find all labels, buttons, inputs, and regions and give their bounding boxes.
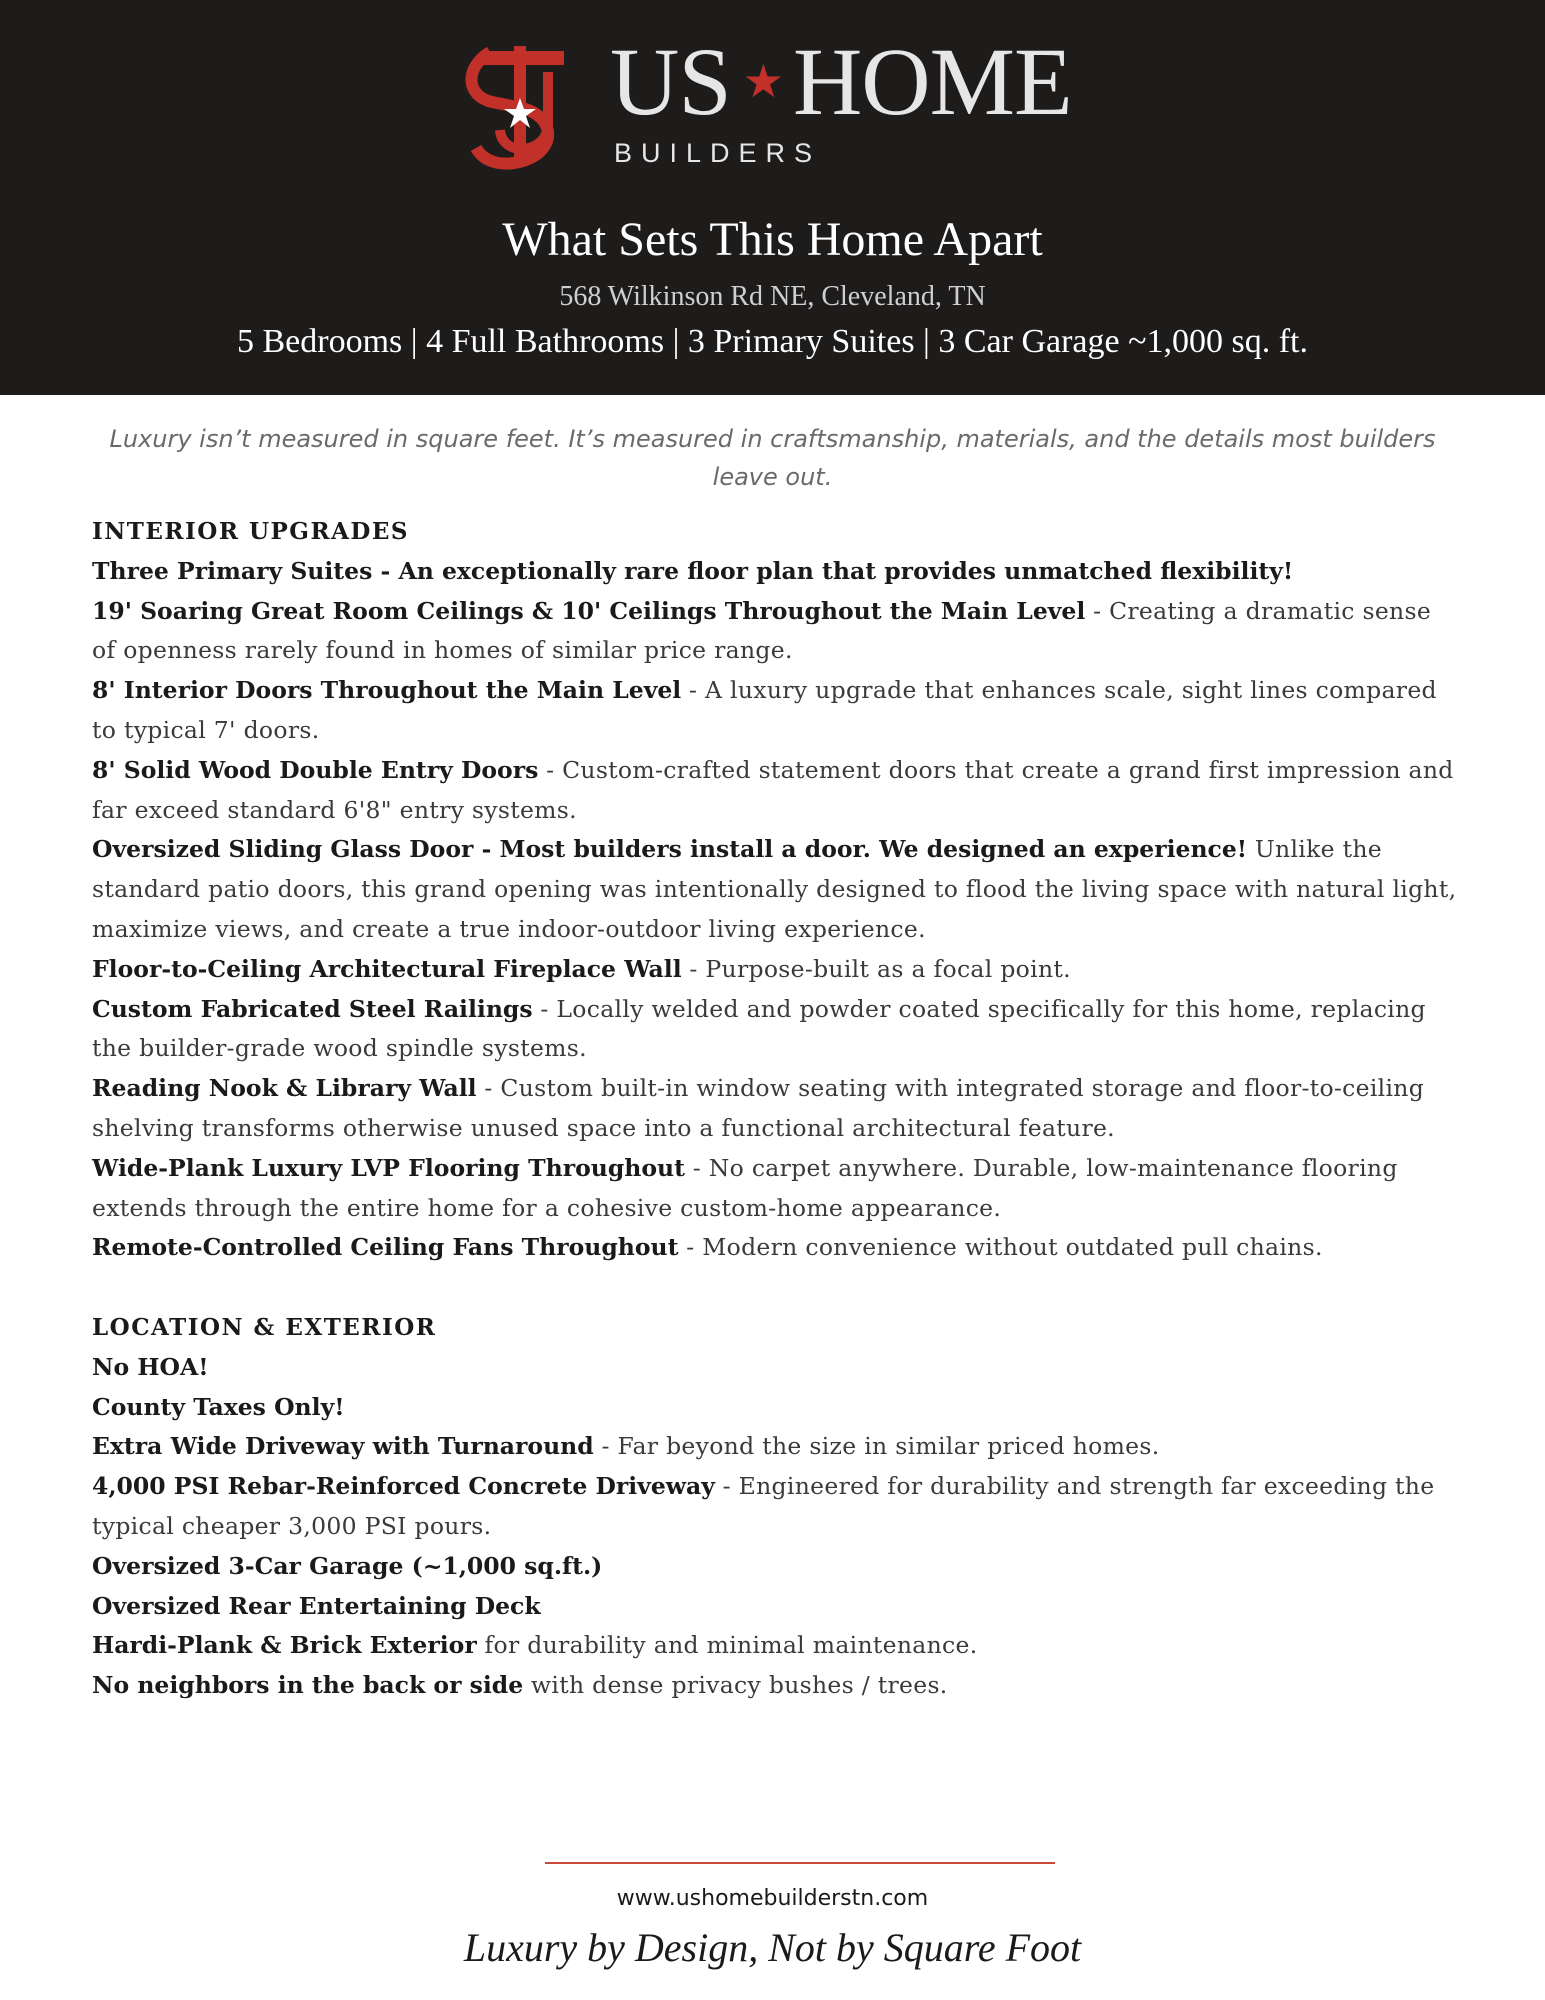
list-item xyxy=(92,990,1462,1070)
property-address: 568 Wilkinson Rd NE, Cleveland, TN xyxy=(559,281,986,312)
section-spacer xyxy=(92,1268,1462,1308)
list-item xyxy=(92,1228,1462,1268)
item-lead: Custom Fabricated Steel Railings xyxy=(92,994,533,1023)
item-lead: 8' Interior Doors Throughout the Main Level xyxy=(92,676,682,705)
list-item xyxy=(92,1587,1462,1627)
list-item xyxy=(92,1666,1462,1706)
item-desc: - A luxury upgrade that enhances scale, sight lines compared to typical 7' doors. xyxy=(92,676,1437,744)
item-lead: 19' Soaring Great Room Ceilings & 10' Ceilings Throughout the Main Level xyxy=(92,596,1086,625)
tagline: Luxury isn’t measured in square feet. It’s measured in craftsmanship, materials, and the details most builders leave out. xyxy=(109,425,1436,491)
section-location-exterior xyxy=(92,1308,1462,1706)
section-interior xyxy=(92,512,1462,1268)
list-item xyxy=(92,1626,1462,1666)
item-lead: Three Primary Suites - An exceptionally rare floor plan that provides unmatched flexibility! xyxy=(92,556,1294,585)
item-desc: - Creating a dramatic sense of openness rarely found in homes of similar price range. xyxy=(92,596,1432,665)
section-heading: LOCATION & EXTERIOR xyxy=(92,1313,437,1341)
logo-wordmark xyxy=(610,28,1072,135)
footer-divider xyxy=(545,1862,1055,1864)
list-item xyxy=(92,751,1462,831)
star-icon: ★ xyxy=(742,56,783,107)
logo-builders-text: BUILDERS xyxy=(614,138,822,168)
item-lead: 4,000 PSI Rebar-Reinforced Concrete Driveway xyxy=(92,1472,715,1501)
section-heading: INTERIOR UPGRADES xyxy=(92,518,409,545)
page-title: What Sets This Home Apart xyxy=(502,213,1043,266)
list-item xyxy=(92,671,1462,751)
item-desc: for durability and minimal maintenance. xyxy=(476,1631,978,1660)
item-desc: - No carpet anywhere. Durable, low-maintenance flooring extends through the entire home for a cohesive custom-home appearance. xyxy=(92,1153,1398,1222)
feature-list xyxy=(92,512,1462,1706)
item-lead: Reading Nook & Library Wall xyxy=(92,1074,477,1103)
item-desc: - Locally welded and powder coated specifically for this home, replacing the builder-grade wood spindle systems. xyxy=(92,994,1426,1063)
item-lead: Hardi-Plank & Brick Exterior xyxy=(92,1631,477,1660)
item-lead: No HOA! xyxy=(92,1352,209,1381)
item-lead: Extra Wide Driveway with Turnaround xyxy=(92,1432,594,1461)
us-home-builders-monogram-icon xyxy=(462,38,582,178)
list-item xyxy=(92,1427,1462,1467)
footer-slogan: Luxury by Design, Not by Square Foot xyxy=(463,1925,1082,1970)
item-desc: - Modern convenience without outdated pull chains. xyxy=(678,1233,1323,1262)
list-item xyxy=(92,1388,1462,1428)
item-lead: Floor-to-Ceiling Architectural Fireplace Wall xyxy=(92,954,682,983)
item-lead: Oversized 3-Car Garage (~1,000 sq.ft.) xyxy=(92,1551,603,1580)
list-item xyxy=(92,1547,1462,1587)
item-desc: Unlike the standard patio doors, this grand opening was intentionally designed to flood the living space with natural light, maximize views, and create a true indoor-outdoor living experience. xyxy=(92,835,1457,943)
item-desc: - Custom-crafted statement doors that create a grand first impression and far exceed standard 6'8" entry systems. xyxy=(92,755,1454,824)
item-desc: - Custom built-in window seating with integrated storage and floor-to-ceiling shelving transforms otherwise unused space into a functional architectural feature. xyxy=(92,1074,1425,1142)
logo-us-text: US xyxy=(610,28,731,135)
item-desc: - Engineered for durability and strength far exceeding the typical cheaper 3,000 PSI pours. xyxy=(92,1472,1435,1540)
item-lead: No neighbors in the back or side xyxy=(92,1671,524,1700)
list-item xyxy=(92,552,1462,592)
logo-home-text: HOME xyxy=(792,28,1072,135)
list-item xyxy=(92,1467,1462,1547)
item-desc: - Purpose-built as a focal point. xyxy=(681,954,1071,983)
property-specs: 5 Bedrooms | 4 Full Bathrooms | 3 Primary Suites | 3 Car Garage ~1,000 sq. ft. xyxy=(237,323,1308,360)
list-item xyxy=(92,1149,1462,1229)
item-lead: County Taxes Only! xyxy=(92,1392,345,1421)
list-item xyxy=(92,1069,1462,1149)
item-lead: Oversized Sliding Glass Door - Most builders install a door. We designed an experience! xyxy=(92,835,1248,864)
item-lead: Wide-Plank Luxury LVP Flooring Throughout xyxy=(92,1153,685,1182)
item-lead: 8' Solid Wood Double Entry Doors xyxy=(92,755,539,784)
item-desc: - Far beyond the size in similar priced homes. xyxy=(593,1432,1160,1461)
list-item xyxy=(92,1348,1462,1388)
list-item xyxy=(92,592,1462,672)
header-banner xyxy=(0,0,1545,395)
website-link[interactable]: www.ushomebuilderstn.com xyxy=(616,1886,929,1911)
item-lead: Oversized Rear Entertaining Deck xyxy=(92,1591,541,1620)
item-desc: with dense privacy bushes / trees. xyxy=(523,1671,948,1700)
list-item xyxy=(92,830,1462,949)
list-item xyxy=(92,950,1462,990)
item-lead: Remote-Controlled Ceiling Fans Throughout xyxy=(92,1233,679,1262)
